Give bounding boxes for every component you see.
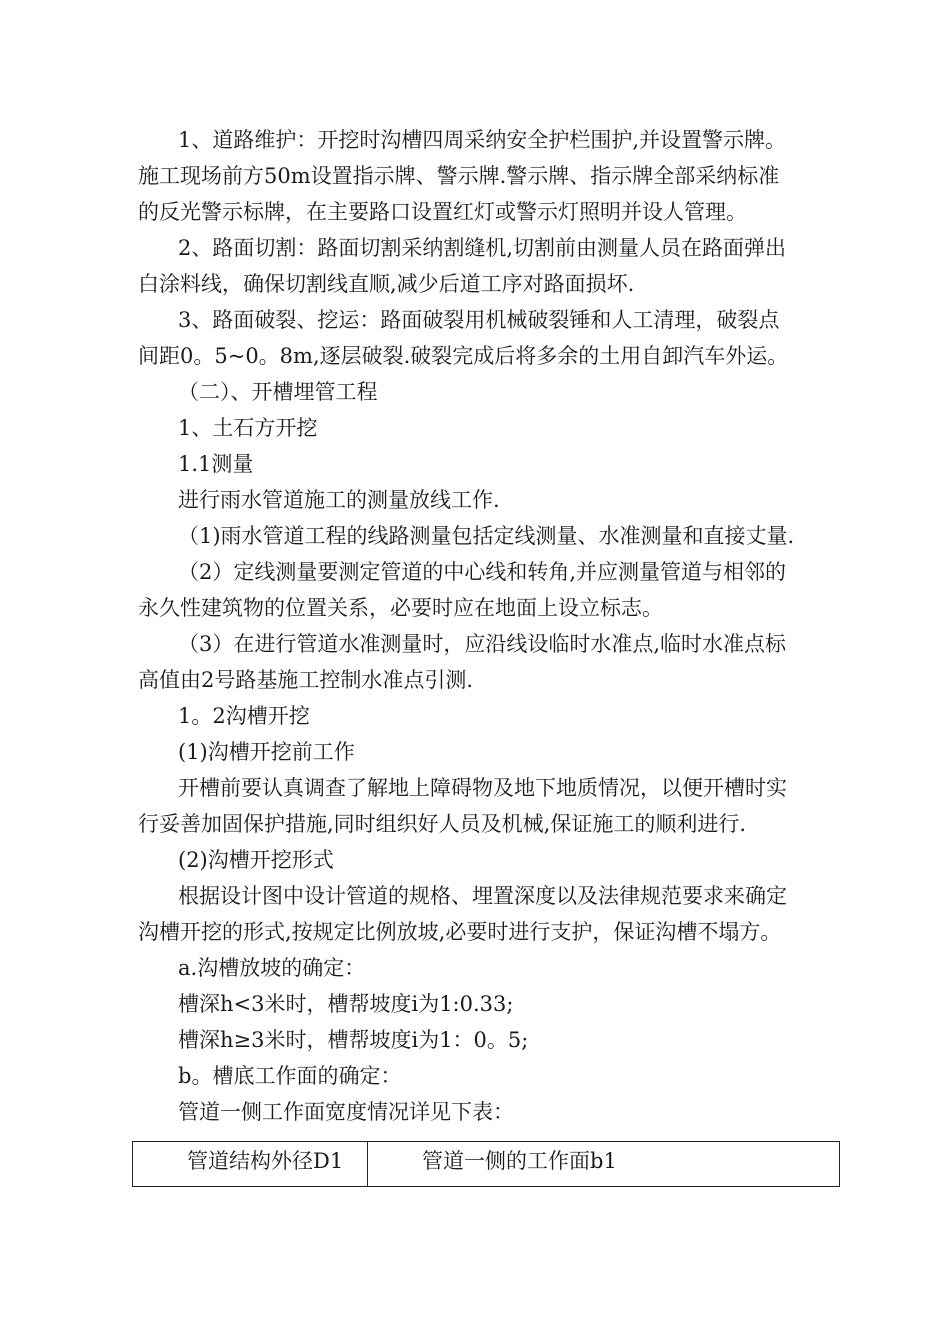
paragraph-line: a.沟槽放坡的确定： xyxy=(178,956,366,980)
paragraph-line: （2）定线测量要测定管道的中心线和转角,并应测量管道与相邻的 xyxy=(178,560,787,584)
paragraph-line: 1、道路维护：开挖时沟槽四周采纳安全护栏围护,并设置警示牌。 xyxy=(178,128,787,152)
paragraph-line: （1)雨水管道工程的线路测量包括定线测量、水准测量和直接丈量. xyxy=(178,524,795,548)
subsection-heading: 1.1测量 xyxy=(178,452,254,476)
paragraph-line: 开槽前要认真调查了解地上障碍物及地下地质情况，以便开槽时实 xyxy=(178,776,787,800)
section-heading: （二）、开槽埋管工程 xyxy=(178,380,378,404)
paragraph-line: 沟槽开挖的形式,按规定比例放坡,必要时进行支护，保证沟槽不塌方。 xyxy=(138,920,782,944)
paragraph-line: 施工现场前方50m设置指示牌、警示牌.警示牌、指示牌全部采纳标准 xyxy=(138,164,780,188)
paragraph-line: 槽深h<3米时，槽帮坡度i为1:0.33; xyxy=(178,992,514,1016)
subsection-heading: 1。2沟槽开挖 xyxy=(178,704,310,728)
work-surface-table xyxy=(132,1141,840,1187)
paragraph-line: 间距0。5~0。8m,逐层破裂.破裂完成后将多余的土用自卸汽车外运。 xyxy=(138,344,789,368)
table-header-cell-work-surface: 管道一侧的工作面b1 xyxy=(422,1149,617,1173)
paragraph-line: 的反光警示标牌，在主要路口设置红灯或警示灯照明并设人管理。 xyxy=(138,200,747,224)
table-header-cell-outer-diameter: 管道结构外径D1 xyxy=(133,1142,368,1186)
paragraph-line: 进行雨水管道施工的测量放线工作. xyxy=(178,488,500,512)
subsection-heading: (2)沟槽开挖形式 xyxy=(178,848,334,872)
subsection-heading: (1)沟槽开挖前工作 xyxy=(178,740,355,764)
paragraph-line: b。槽底工作面的确定： xyxy=(178,1064,402,1088)
paragraph-line: 槽深h≥3米时，槽帮坡度i为1：0。5; xyxy=(178,1028,529,1052)
paragraph-line: 高值由2号路基施工控制水准点引测. xyxy=(138,668,474,692)
paragraph-line: 根据设计图中设计管道的规格、埋置深度以及法律规范要求来确定 xyxy=(178,884,787,908)
subsection-heading: 1、土石方开挖 xyxy=(178,416,318,440)
paragraph-line: 白涂料线，确保切割线直顺,减少后道工序对路面损坏. xyxy=(138,272,635,296)
paragraph-line: （3）在进行管道水准测量时，应沿线设临时水准点,临时水准点标 xyxy=(178,632,787,656)
paragraph-line: 永久性建筑物的位置关系，必要时应在地面上设立标志。 xyxy=(138,596,663,620)
paragraph-line: 行妥善加固保护措施,同时组织好人员及机械,保证施工的顺利进行. xyxy=(138,812,747,836)
paragraph-line: 3、路面破裂、挖运：路面破裂用机械破裂锤和人工清理，破裂点 xyxy=(178,308,780,332)
paragraph-line: 管道一侧工作面宽度情况详见下表： xyxy=(178,1100,514,1124)
paragraph-line: 2、路面切割：路面切割采纳割缝机,切割前由测量人员在路面弹出 xyxy=(178,236,787,260)
